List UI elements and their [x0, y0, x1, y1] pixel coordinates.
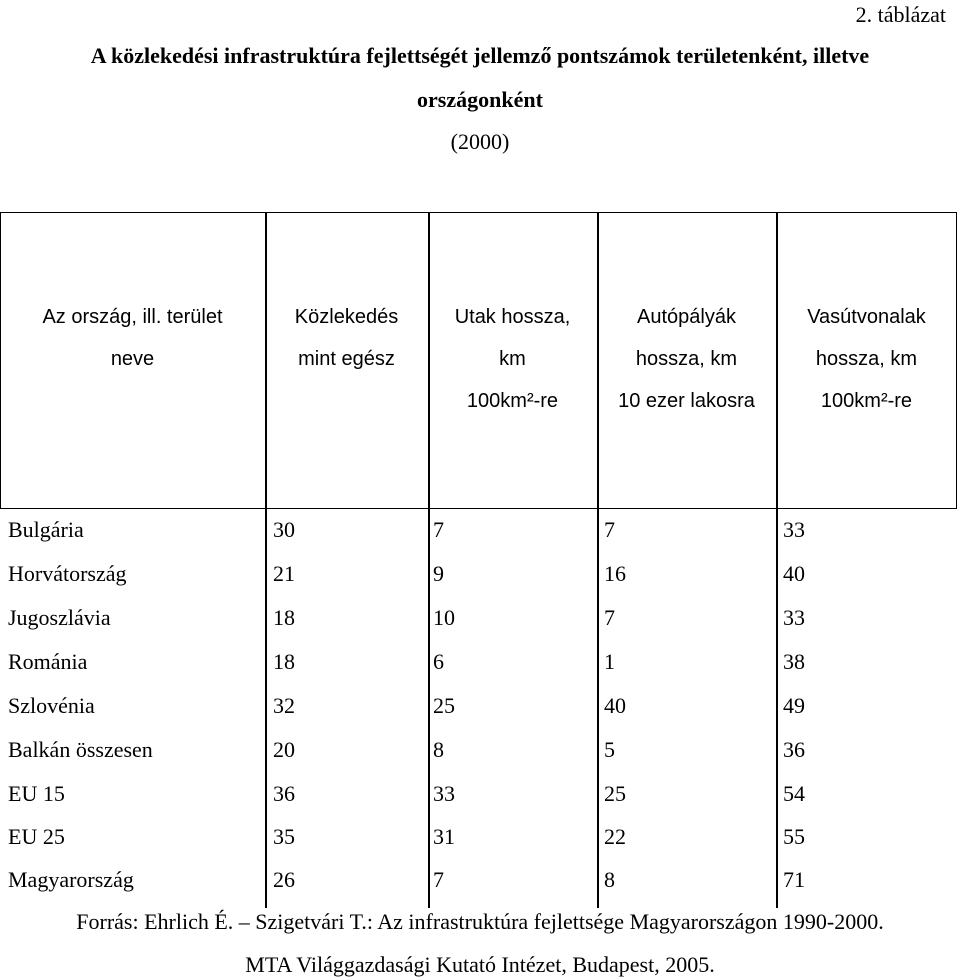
cell-transport: 36	[273, 781, 295, 806]
cell-roads: 6	[433, 649, 444, 674]
header-transport	[265, 296, 428, 380]
cell-railways: 38	[783, 649, 805, 674]
cell-railways: 54	[783, 781, 805, 806]
cell-railways: 55	[783, 824, 805, 849]
header-railways-line3: 100km²-re	[820, 390, 913, 412]
cell-roads: 33	[433, 781, 455, 806]
header-transport-line2: mint egész	[298, 348, 395, 370]
header-transport-line1: Közlekedés	[294, 306, 399, 328]
cell-motorways: 7	[604, 605, 615, 630]
cell-motorways: 16	[604, 561, 626, 586]
cell-railways: 49	[783, 693, 805, 718]
header-country-line2: neve	[110, 348, 155, 370]
header-motorways-line2: hossza, km	[635, 348, 738, 370]
table-title-line2: országonként	[417, 87, 543, 112]
cell-transport: 18	[273, 605, 295, 630]
table-row	[0, 815, 957, 859]
source-note-line2: MTA Világgazdasági Kutató Intézet, Budapest, 2005.	[245, 952, 715, 977]
cell-roads: 25	[433, 693, 455, 718]
cell-transport: 26	[273, 867, 295, 892]
cell-roads: 7	[433, 867, 444, 892]
cell-railways: 40	[783, 561, 805, 586]
table-title-year: (2000)	[450, 129, 510, 154]
table-row	[0, 684, 957, 728]
cell-country: Bulgária	[8, 517, 84, 542]
cell-country: EU 25	[8, 824, 65, 849]
cell-country: Szlovénia	[8, 693, 95, 718]
cell-country: Románia	[8, 649, 88, 674]
cell-roads: 31	[433, 824, 455, 849]
cell-country: EU 15	[8, 781, 65, 806]
cell-railways: 33	[783, 517, 805, 542]
cell-transport: 21	[273, 561, 295, 586]
table-row	[0, 640, 957, 684]
header-motorways-line3: 10 ezer lakosra	[618, 390, 755, 412]
cell-roads: 7	[433, 517, 444, 542]
header-roads-line3: 100km²-re	[466, 390, 559, 412]
cell-transport: 30	[273, 517, 295, 542]
cell-railways: 33	[783, 605, 805, 630]
cell-roads: 8	[433, 737, 444, 762]
cell-motorways: 40	[604, 693, 626, 718]
cell-country: Balkán összesen	[8, 737, 153, 762]
table-label: 2. táblázat	[855, 2, 946, 27]
cell-motorways: 8	[604, 867, 615, 892]
table-title-line1: A közlekedési infrastruktúra fejlettségét jellemző pontszámok területenként, illetve	[90, 43, 870, 68]
cell-roads: 10	[433, 605, 455, 630]
table-row	[0, 728, 957, 772]
cell-motorways: 22	[604, 824, 626, 849]
cell-transport: 35	[273, 824, 295, 849]
header-motorways	[597, 296, 776, 422]
cell-railways: 71	[783, 867, 805, 892]
cell-railways: 36	[783, 737, 805, 762]
header-country	[0, 296, 265, 380]
header-railways	[776, 296, 957, 422]
header-roads-line1: Utak hossza,	[454, 306, 571, 328]
cell-transport: 18	[273, 649, 295, 674]
cell-country: Magyarország	[8, 867, 134, 892]
cell-roads: 9	[433, 561, 444, 586]
cell-country: Jugoszlávia	[8, 605, 111, 630]
cell-transport: 20	[273, 737, 295, 762]
table-row	[0, 508, 957, 552]
header-country-line1: Az ország, ill. terület	[42, 306, 223, 328]
cell-country: Horvátország	[8, 561, 127, 586]
cell-motorways: 5	[604, 737, 615, 762]
cell-motorways: 7	[604, 517, 615, 542]
header-railways-line2: hossza, km	[815, 348, 918, 370]
header-railways-line1: Vasútvonalak	[807, 306, 926, 328]
cell-motorways: 1	[604, 649, 615, 674]
cell-transport: 32	[273, 693, 295, 718]
header-roads	[428, 296, 597, 422]
table-row	[0, 858, 957, 902]
header-roads-line2: km	[499, 348, 526, 370]
source-note-line1: Forrás: Ehrlich É. – Szigetvári T.: Az infrastruktúra fejlettsége Magyarországon 1990-2000.	[76, 909, 884, 934]
header-motorways-line1: Autópályák	[637, 306, 736, 328]
cell-motorways: 25	[604, 781, 626, 806]
table-row	[0, 552, 957, 596]
table-row	[0, 596, 957, 640]
table-row	[0, 772, 957, 816]
